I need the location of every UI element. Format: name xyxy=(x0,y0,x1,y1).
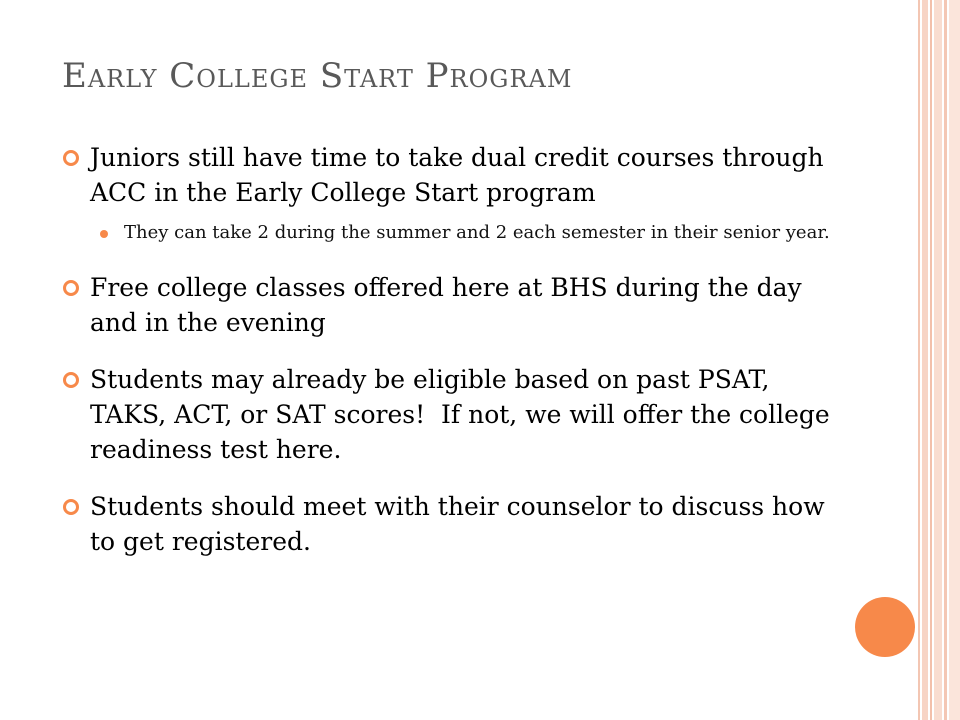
decorative-stripe xyxy=(930,0,932,720)
orange-ring-bullet-icon xyxy=(62,371,80,389)
bullet-text: Students may already be eligible based on past PSAT, TAKS, ACT, or SAT scores! If not, we will offer the college readiness test here. xyxy=(90,365,838,464)
sub-bullet-text: They can take 2 during the summer and 2 each semester in their senior year. xyxy=(124,222,830,243)
orange-dot-bullet-icon xyxy=(100,230,108,238)
bullet-text: Free college classes offered here at BHS during the day and in the evening xyxy=(90,273,802,337)
bullet-text: Juniors still have time to take dual credit courses through ACC in the Early College Start program xyxy=(90,143,824,207)
bullet-item xyxy=(62,489,832,559)
decorative-stripe xyxy=(922,0,928,720)
decorative-stripe xyxy=(949,0,960,720)
bullet-text: Students should meet with their counselor to discuss how to get registered. xyxy=(90,492,825,556)
bullet-list xyxy=(62,140,838,581)
orange-ring-bullet-icon xyxy=(62,279,80,297)
decorative-stripe xyxy=(918,0,920,720)
decorative-stripe xyxy=(944,0,947,720)
bullet-item xyxy=(62,140,832,248)
sub-bullet-item xyxy=(90,218,832,248)
orange-ring-bullet-icon xyxy=(62,498,80,516)
orange-ring-bullet-icon xyxy=(62,149,80,167)
accent-circle xyxy=(855,597,915,657)
bullet-item xyxy=(62,270,832,340)
slide-title: Early College Start Program xyxy=(62,56,573,96)
decorative-stripe xyxy=(934,0,942,720)
bullet-item xyxy=(62,362,838,467)
